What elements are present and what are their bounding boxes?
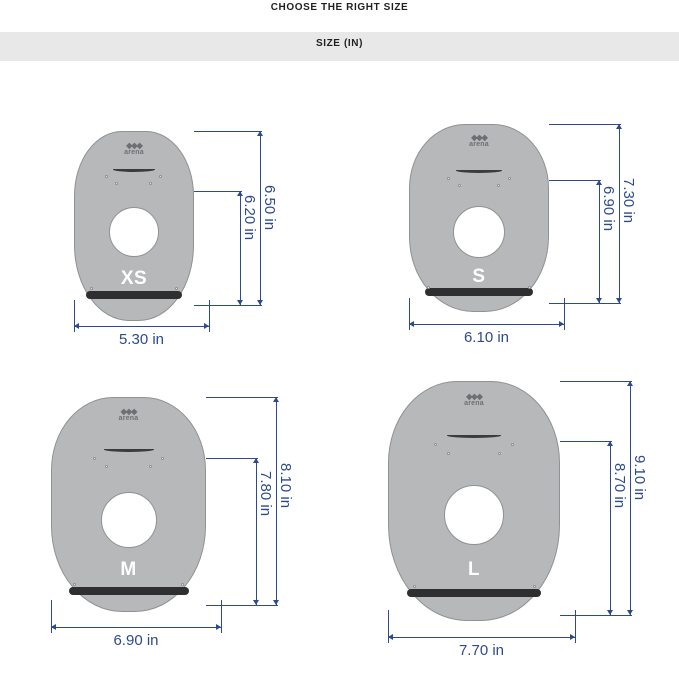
- strap-hole: [427, 286, 430, 289]
- paddle-m: [51, 397, 206, 612]
- dim-arrow: [607, 610, 613, 615]
- size-cell-s: [340, 0, 679, 346]
- dim-label-width: 6.90 in: [113, 632, 159, 649]
- dim-tick: [194, 305, 262, 306]
- dim-arrow: [204, 323, 209, 329]
- dim-arrow: [607, 441, 613, 446]
- paddle-l: [388, 381, 560, 621]
- finger-strap: [104, 447, 154, 452]
- strap-hole: [447, 452, 450, 455]
- arena-wordmark: arena: [124, 149, 144, 156]
- dim-arrow: [74, 323, 79, 329]
- arena-mark: ◆◆◆: [471, 133, 487, 142]
- strap-hole: [434, 443, 437, 446]
- strap-hole: [161, 457, 164, 460]
- dim-tick: [560, 615, 632, 616]
- size-cell-xs: [0, 0, 340, 348]
- finger-strap: [113, 167, 155, 172]
- arena-mark: ◆◆◆: [120, 407, 137, 416]
- dim-tick: [575, 610, 576, 643]
- size-cell-m: [0, 345, 340, 675]
- dim-arrow: [570, 634, 575, 640]
- dim-line-width: [409, 324, 564, 325]
- dim-tick: [194, 191, 242, 192]
- strap-hole: [93, 457, 96, 460]
- strap-hole: [447, 177, 450, 180]
- dim-arrow: [253, 458, 259, 463]
- paddle-xs: [74, 131, 194, 321]
- dim-tick: [206, 397, 278, 398]
- arena-mark: ◆◆◆: [126, 141, 142, 150]
- dim-tick: [206, 458, 258, 459]
- dim-arrow: [388, 634, 393, 640]
- dim-arrow: [253, 600, 259, 605]
- dim-line-width: [51, 627, 221, 628]
- size-label: S: [472, 266, 486, 287]
- arena-mark: ◆◆◆: [466, 392, 482, 401]
- strap-hole: [497, 184, 500, 187]
- dim-arrow: [616, 298, 622, 303]
- dim-tick: [564, 298, 565, 330]
- dim-label-width: 7.70 in: [458, 642, 505, 659]
- strap-hole: [181, 583, 184, 586]
- finger-strap: [447, 433, 501, 438]
- size-cell-l: [340, 345, 679, 675]
- dim-label-width: 6.10 in: [463, 329, 510, 346]
- strap-hole: [105, 465, 108, 468]
- page-title: CHOOSE THE RIGHT SIZE: [270, 2, 409, 13]
- wrist-strap: [86, 291, 182, 299]
- dim-label-outer-height: 6.50 in: [261, 185, 278, 231]
- strap-hole: [90, 287, 93, 290]
- strap-hole: [159, 175, 162, 178]
- strap-hole: [528, 286, 531, 289]
- center-hole: [453, 206, 505, 258]
- brand-logo: [464, 393, 484, 407]
- brand-logo: [119, 408, 139, 422]
- arena-wordmark: arena: [469, 141, 489, 148]
- center-hole: [109, 207, 159, 257]
- dim-tick: [209, 300, 210, 332]
- size-label: XS: [120, 268, 148, 289]
- brand-logo: [124, 142, 144, 156]
- dim-arrow: [273, 397, 279, 402]
- strap-hole: [149, 182, 152, 185]
- dim-tick: [549, 180, 601, 181]
- wrist-strap: [407, 589, 541, 597]
- wrist-strap: [425, 288, 533, 296]
- dim-arrow: [616, 124, 622, 129]
- strap-hole: [149, 465, 152, 468]
- dim-arrow: [559, 321, 564, 327]
- strap-hole: [511, 443, 514, 446]
- dim-tick: [221, 600, 222, 633]
- strap-hole: [533, 585, 536, 588]
- dim-arrow: [596, 180, 602, 185]
- dim-label-outer-height: 8.10 in: [277, 463, 294, 509]
- dim-tick: [194, 131, 262, 132]
- strap-hole: [508, 177, 511, 180]
- dim-arrow: [237, 300, 243, 305]
- dim-arrow: [216, 624, 221, 630]
- dim-tick: [549, 303, 621, 304]
- dim-label-inner-height: 8.70 in: [611, 463, 628, 509]
- dim-label-inner-height: 6.20 in: [241, 195, 258, 241]
- paddle-s: [409, 124, 549, 312]
- strap-hole: [175, 287, 178, 290]
- brand-logo: [469, 134, 489, 148]
- dim-label-inner-height: 7.80 in: [257, 471, 274, 517]
- center-hole: [444, 485, 504, 545]
- dim-label-outer-height: 7.30 in: [620, 178, 637, 224]
- dim-label-width: 5.30 in: [118, 331, 165, 348]
- dim-arrow: [273, 600, 279, 605]
- dim-arrow: [627, 381, 633, 386]
- strap-hole: [73, 583, 76, 586]
- dim-line-width: [388, 637, 575, 638]
- arena-wordmark: arena: [464, 400, 484, 407]
- dim-arrow: [627, 610, 633, 615]
- strap-hole: [498, 452, 501, 455]
- finger-strap: [456, 168, 502, 173]
- dim-arrow: [257, 131, 263, 136]
- strap-hole: [115, 182, 118, 185]
- strap-hole: [413, 585, 416, 588]
- dim-tick: [560, 441, 612, 442]
- dim-arrow: [596, 298, 602, 303]
- center-hole: [101, 492, 157, 548]
- dim-tick: [549, 124, 621, 125]
- dim-arrow: [257, 300, 263, 305]
- wrist-strap: [69, 587, 189, 595]
- arena-wordmark: arena: [118, 415, 139, 422]
- dim-arrow: [51, 624, 56, 630]
- dim-arrow: [409, 321, 414, 327]
- dim-line-width: [74, 326, 209, 327]
- dim-label-outer-height: 9.10 in: [631, 455, 648, 501]
- dim-label-inner-height: 6.90 in: [600, 186, 617, 232]
- dim-tick: [560, 381, 632, 382]
- unit-bar-label: SIZE (IN): [315, 38, 364, 49]
- size-label: M: [120, 559, 137, 580]
- size-label: L: [467, 559, 481, 580]
- dim-tick: [206, 605, 278, 606]
- strap-hole: [105, 175, 108, 178]
- strap-hole: [458, 184, 461, 187]
